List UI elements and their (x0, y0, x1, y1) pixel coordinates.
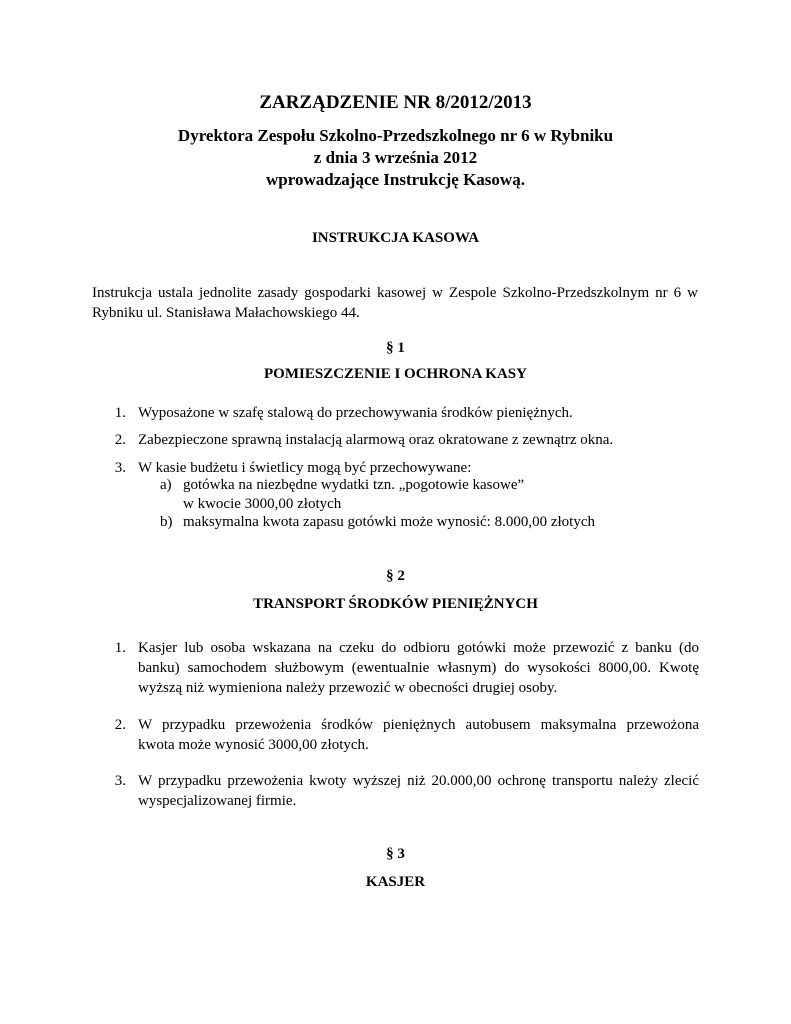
s1-item-2-number: 2. (114, 432, 126, 448)
s1-item-2-text: Zabezpieczone sprawną instalacją alarmową oraz okratowane z zewnątrz okna. (138, 432, 614, 448)
intro-line-2: Rybniku ul. Stanisława Małachowskiego 44. (92, 305, 360, 321)
s2-item-1-number: 1. (114, 640, 126, 656)
s2-item-3-line-2: wyspecjalizowanej firmie. (138, 793, 297, 809)
instruction-title: INSTRUKCJA KASOWA (311, 230, 480, 246)
section-3-symbol: § 3 (386, 846, 405, 862)
document-title: ZARZĄDZENIE NR 8/2012/2013 (259, 92, 532, 113)
s2-item-3-line-1: W przypadku przewożenia kwoty wyższej niż 20.000,00 ochronę transportu należy zlecić (138, 773, 699, 789)
s1-item-3-number: 3. (114, 460, 126, 476)
subtitle-line-3: wprowadzające Instrukcję Kasową. (266, 170, 525, 189)
section-1-heading: POMIESZCZENIE I OCHRONA KASY (264, 366, 527, 382)
subtitle-line-1: Dyrektora Zespołu Szkolno-Przedszkolnego nr 6 w Rybniku (177, 126, 614, 145)
subtitle-line-2: z dnia 3 września 2012 (313, 148, 478, 167)
section-2-symbol: § 2 (386, 568, 405, 584)
section-1-symbol: § 1 (386, 340, 405, 356)
s1-item-3a-letter: a) (160, 477, 172, 493)
s1-item-1-number: 1. (114, 405, 126, 421)
s1-item-3b-line-1: maksymalna kwota zapasu gotówki może wynosić: 8.000,00 złotych (183, 514, 595, 530)
s2-item-2-line-1: W przypadku przewożenia środków pieniężnych autobusem maksymalna przewożona (138, 717, 699, 733)
s1-item-3a-line-1: gotówka na niezbędne wydatki tzn. „pogotowie kasowe” (183, 477, 525, 493)
section-2-heading: TRANSPORT ŚRODKÓW PIENIĘŻNYCH (253, 596, 538, 612)
intro-line-1: Instrukcja ustala jednolite zasady gospodarki kasowej w Zespole Szkolno-Przedszkolnym nr 6 w (92, 285, 698, 301)
s1-item-1-text: Wyposażone w szafę stalową do przechowywania środków pieniężnych. (138, 405, 573, 421)
s2-item-2-line-2: kwota może wynosić 3000,00 złotych. (138, 737, 369, 753)
s2-item-1-line-1: Kasjer lub osoba wskazana na czeku do odbioru gotówki może przewozić z banku (do (138, 640, 699, 656)
section-3-heading: KASJER (365, 874, 426, 890)
s2-item-2-number: 2. (114, 717, 126, 733)
s2-item-1-line-3: wyższą niż wymieniona należy przewozić w obecności drugiej osoby. (138, 680, 558, 696)
s1-item-3b-letter: b) (160, 514, 173, 530)
s1-item-3a-line-2: w kwocie 3000,00 złotych (183, 496, 342, 512)
s2-item-3-number: 3. (114, 773, 126, 789)
s1-item-3-text: W kasie budżetu i świetlicy mogą być przechowywane: (138, 460, 472, 476)
s2-item-1-line-2: banku) samochodem służbowym (ewentualnie własnym) do wysokości 8000,00. Kwotę (138, 660, 699, 676)
